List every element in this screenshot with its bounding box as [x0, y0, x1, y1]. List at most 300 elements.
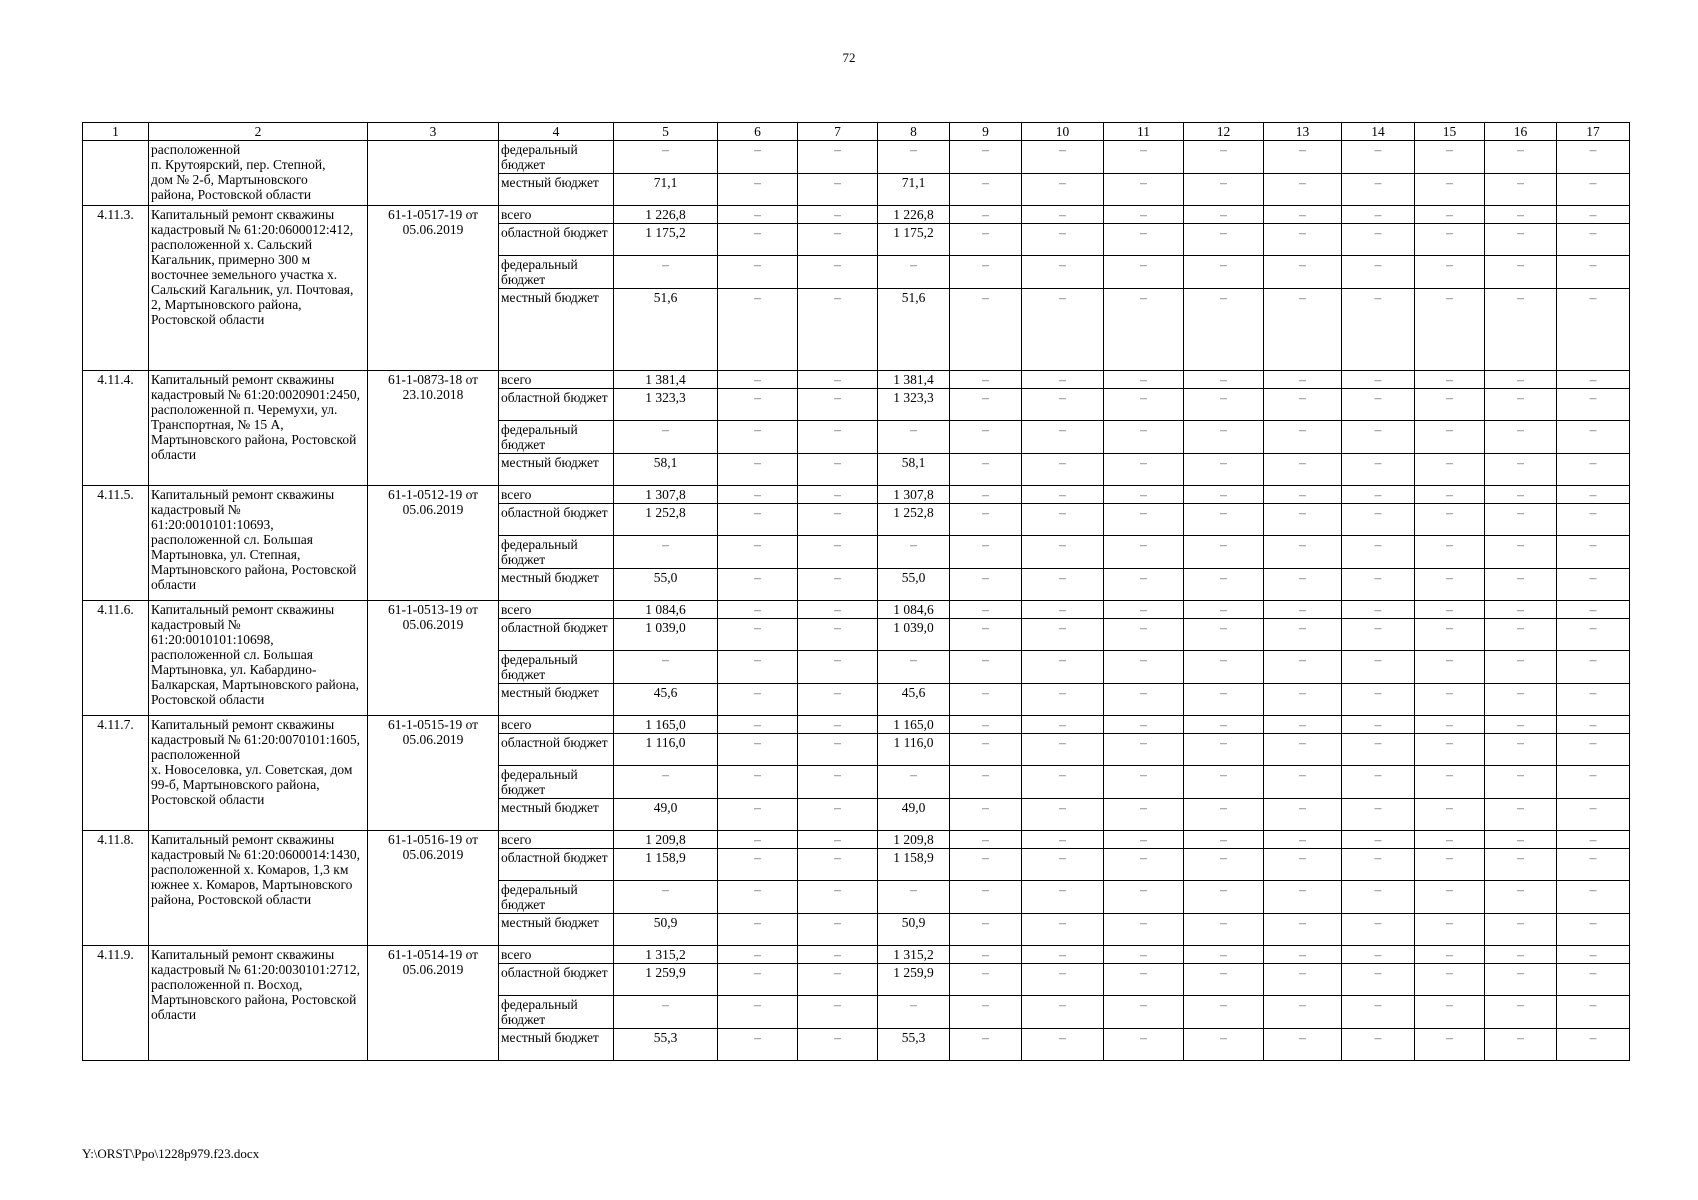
value-col-17: – — [1557, 964, 1630, 996]
funding-source: федеральный бюджет — [499, 141, 614, 174]
value-col-17: – — [1557, 619, 1630, 651]
value-col-5: 1 226,8 — [614, 206, 718, 224]
value-col-15: – — [1415, 174, 1485, 206]
item-description: Капитальный ремонт скважины кадастровый № 61:20:0070101:1605, расположенной х. Новоселовка, ул. Советская, дом 99-б, Мартыновского района, Ростовской области — [149, 716, 368, 831]
value-col-6: – — [718, 141, 798, 174]
value-col-9: – — [950, 206, 1022, 224]
value-col-17: – — [1557, 141, 1630, 174]
column-header-7: 7 — [798, 123, 878, 141]
column-header-6: 6 — [718, 123, 798, 141]
value-col-10: – — [1022, 504, 1104, 536]
value-col-6: – — [718, 389, 798, 421]
value-col-5: 58,1 — [614, 454, 718, 486]
value-col-9: – — [950, 996, 1022, 1029]
value-col-10: – — [1022, 684, 1104, 716]
value-col-15: – — [1415, 421, 1485, 454]
value-col-9: – — [950, 734, 1022, 766]
value-col-7: – — [798, 964, 878, 996]
column-header-2: 2 — [149, 123, 368, 141]
value-col-15: – — [1415, 766, 1485, 799]
value-col-15: – — [1415, 1029, 1485, 1061]
value-col-11: – — [1104, 371, 1184, 389]
column-header-13: 13 — [1264, 123, 1342, 141]
value-col-8: 1 381,4 — [878, 371, 950, 389]
value-col-14: – — [1342, 651, 1415, 684]
value-col-10: – — [1022, 141, 1104, 174]
value-col-12: – — [1184, 601, 1264, 619]
value-col-7: – — [798, 946, 878, 964]
value-col-13: – — [1264, 141, 1342, 174]
value-col-13: – — [1264, 206, 1342, 224]
funding-source: федеральный бюджет — [499, 881, 614, 914]
value-col-12: – — [1184, 569, 1264, 601]
value-col-13: – — [1264, 849, 1342, 881]
column-header-11: 11 — [1104, 123, 1184, 141]
value-col-12: – — [1184, 371, 1264, 389]
value-col-11: – — [1104, 1029, 1184, 1061]
value-col-12: – — [1184, 1029, 1264, 1061]
funding-source: местный бюджет — [499, 569, 614, 601]
value-col-14: – — [1342, 734, 1415, 766]
column-header-10: 10 — [1022, 123, 1104, 141]
value-col-11: – — [1104, 421, 1184, 454]
value-col-12: – — [1184, 946, 1264, 964]
value-col-5: 55,0 — [614, 569, 718, 601]
value-col-11: – — [1104, 206, 1184, 224]
value-col-7: – — [798, 651, 878, 684]
funding-source: областной бюджет — [499, 964, 614, 996]
value-col-6: – — [718, 734, 798, 766]
funding-source: местный бюджет — [499, 799, 614, 831]
value-col-16: – — [1485, 716, 1557, 734]
value-col-10: – — [1022, 996, 1104, 1029]
value-col-13: – — [1264, 486, 1342, 504]
value-col-13: – — [1264, 734, 1342, 766]
value-col-17: – — [1557, 996, 1630, 1029]
item-document: 61-1-0873-18 от 23.10.2018 — [368, 371, 499, 486]
value-col-17: – — [1557, 914, 1630, 946]
value-col-10: – — [1022, 421, 1104, 454]
value-col-13: – — [1264, 454, 1342, 486]
value-col-10: – — [1022, 174, 1104, 206]
value-col-14: – — [1342, 996, 1415, 1029]
value-col-13: – — [1264, 684, 1342, 716]
value-col-14: – — [1342, 389, 1415, 421]
value-col-11: – — [1104, 569, 1184, 601]
column-header-15: 15 — [1415, 123, 1485, 141]
value-col-10: – — [1022, 946, 1104, 964]
value-col-10: – — [1022, 601, 1104, 619]
value-col-7: – — [798, 256, 878, 289]
column-header-8: 8 — [878, 123, 950, 141]
value-col-14: – — [1342, 831, 1415, 849]
value-col-11: – — [1104, 141, 1184, 174]
value-col-17: – — [1557, 716, 1630, 734]
value-col-11: – — [1104, 174, 1184, 206]
value-col-8: – — [878, 996, 950, 1029]
value-col-9: – — [950, 684, 1022, 716]
value-col-9: – — [950, 849, 1022, 881]
value-col-17: – — [1557, 256, 1630, 289]
value-col-5: 1 259,9 — [614, 964, 718, 996]
value-col-5: 49,0 — [614, 799, 718, 831]
value-col-15: – — [1415, 536, 1485, 569]
value-col-14: – — [1342, 206, 1415, 224]
value-col-15: – — [1415, 684, 1485, 716]
value-col-8: – — [878, 651, 950, 684]
value-col-17: – — [1557, 536, 1630, 569]
value-col-15: – — [1415, 141, 1485, 174]
value-col-15: – — [1415, 454, 1485, 486]
value-col-11: – — [1104, 224, 1184, 256]
table-row — [83, 946, 1630, 964]
value-col-9: – — [950, 174, 1022, 206]
value-col-9: – — [950, 504, 1022, 536]
value-col-14: – — [1342, 569, 1415, 601]
item-description: Капитальный ремонт скважины кадастровый № 61:20:0010101:10698, расположенной сл. Большая Мартыновка, ул. Кабардино-Балкарская, Мартыновского района, Ростовской области — [149, 601, 368, 716]
value-col-15: – — [1415, 601, 1485, 619]
value-col-15: – — [1415, 486, 1485, 504]
value-col-15: – — [1415, 734, 1485, 766]
funding-source: федеральный бюджет — [499, 536, 614, 569]
funding-source: всего — [499, 946, 614, 964]
value-col-12: – — [1184, 486, 1264, 504]
value-col-8: 1 165,0 — [878, 716, 950, 734]
value-col-15: – — [1415, 206, 1485, 224]
value-col-9: – — [950, 799, 1022, 831]
value-col-7: – — [798, 601, 878, 619]
value-col-8: 55,3 — [878, 1029, 950, 1061]
funding-source: всего — [499, 371, 614, 389]
value-col-13: – — [1264, 716, 1342, 734]
value-col-17: – — [1557, 799, 1630, 831]
value-col-7: – — [798, 504, 878, 536]
value-col-12: – — [1184, 619, 1264, 651]
value-col-14: – — [1342, 619, 1415, 651]
value-col-13: – — [1264, 224, 1342, 256]
value-col-16: – — [1485, 256, 1557, 289]
value-col-6: – — [718, 421, 798, 454]
item-document — [368, 141, 499, 206]
value-col-17: – — [1557, 371, 1630, 389]
value-col-6: – — [718, 224, 798, 256]
value-col-6: – — [718, 289, 798, 371]
value-col-8: 50,9 — [878, 914, 950, 946]
value-col-5: 1 116,0 — [614, 734, 718, 766]
value-col-10: – — [1022, 206, 1104, 224]
value-col-13: – — [1264, 504, 1342, 536]
value-col-14: – — [1342, 799, 1415, 831]
value-col-8: 1 323,3 — [878, 389, 950, 421]
value-col-15: – — [1415, 914, 1485, 946]
value-col-14: – — [1342, 881, 1415, 914]
item-description: Капитальный ремонт скважины кадастровый № 61:20:0600012:412, расположенной х. Сальский Кагальник, примерно 300 м восточнее земельного участка х. Сальский Кагальник, ул. Почтовая, 2, Мартыновского района, Ростовской области — [149, 206, 368, 371]
value-col-9: – — [950, 141, 1022, 174]
funding-source: местный бюджет — [499, 684, 614, 716]
value-col-12: – — [1184, 454, 1264, 486]
item-document: 61-1-0516-19 от 05.06.2019 — [368, 831, 499, 946]
value-col-6: – — [718, 1029, 798, 1061]
funding-source: местный бюджет — [499, 914, 614, 946]
value-col-12: – — [1184, 716, 1264, 734]
value-col-12: – — [1184, 849, 1264, 881]
value-col-9: – — [950, 881, 1022, 914]
value-col-13: – — [1264, 371, 1342, 389]
value-col-9: – — [950, 1029, 1022, 1061]
funding-source: всего — [499, 831, 614, 849]
value-col-5: 1 039,0 — [614, 619, 718, 651]
value-col-5: 1 158,9 — [614, 849, 718, 881]
value-col-8: – — [878, 881, 950, 914]
column-header-16: 16 — [1485, 123, 1557, 141]
funding-source: областной бюджет — [499, 619, 614, 651]
funding-source: федеральный бюджет — [499, 996, 614, 1029]
value-col-10: – — [1022, 716, 1104, 734]
value-col-8: – — [878, 536, 950, 569]
value-col-16: – — [1485, 504, 1557, 536]
value-col-15: – — [1415, 569, 1485, 601]
funding-source: областной бюджет — [499, 224, 614, 256]
value-col-5: 1 165,0 — [614, 716, 718, 734]
funding-source: федеральный бюджет — [499, 421, 614, 454]
value-col-8: 1 116,0 — [878, 734, 950, 766]
value-col-15: – — [1415, 799, 1485, 831]
value-col-9: – — [950, 536, 1022, 569]
item-number: 4.11.6. — [83, 601, 149, 716]
value-col-16: – — [1485, 421, 1557, 454]
funding-source: областной бюджет — [499, 734, 614, 766]
value-col-13: – — [1264, 946, 1342, 964]
value-col-11: – — [1104, 454, 1184, 486]
value-col-10: – — [1022, 224, 1104, 256]
table-row — [83, 486, 1630, 504]
page-number: 72 — [842, 50, 856, 65]
value-col-12: – — [1184, 174, 1264, 206]
value-col-5: 1 084,6 — [614, 601, 718, 619]
funding-source: местный бюджет — [499, 1029, 614, 1061]
value-col-16: – — [1485, 454, 1557, 486]
value-col-14: – — [1342, 946, 1415, 964]
item-document: 61-1-0515-19 от 05.06.2019 — [368, 716, 499, 831]
value-col-7: – — [798, 536, 878, 569]
value-col-16: – — [1485, 946, 1557, 964]
value-col-16: – — [1485, 601, 1557, 619]
value-col-11: – — [1104, 799, 1184, 831]
value-col-6: – — [718, 206, 798, 224]
value-col-14: – — [1342, 256, 1415, 289]
value-col-9: – — [950, 256, 1022, 289]
funding-source: областной бюджет — [499, 389, 614, 421]
value-col-17: – — [1557, 504, 1630, 536]
value-col-10: – — [1022, 881, 1104, 914]
value-col-7: – — [798, 619, 878, 651]
column-header-5: 5 — [614, 123, 718, 141]
value-col-13: – — [1264, 799, 1342, 831]
value-col-10: – — [1022, 766, 1104, 799]
value-col-7: – — [798, 914, 878, 946]
value-col-14: – — [1342, 371, 1415, 389]
value-col-17: – — [1557, 766, 1630, 799]
value-col-16: – — [1485, 569, 1557, 601]
funding-source: федеральный бюджет — [499, 256, 614, 289]
value-col-9: – — [950, 601, 1022, 619]
value-col-13: – — [1264, 256, 1342, 289]
value-col-10: – — [1022, 371, 1104, 389]
value-col-7: – — [798, 716, 878, 734]
value-col-8: 55,0 — [878, 569, 950, 601]
column-header-3: 3 — [368, 123, 499, 141]
value-col-10: – — [1022, 389, 1104, 421]
value-col-12: – — [1184, 914, 1264, 946]
value-col-6: – — [718, 174, 798, 206]
value-col-5: – — [614, 256, 718, 289]
value-col-17: – — [1557, 881, 1630, 914]
value-col-6: – — [718, 486, 798, 504]
value-col-8: 58,1 — [878, 454, 950, 486]
value-col-10: – — [1022, 831, 1104, 849]
value-col-13: – — [1264, 766, 1342, 799]
value-col-14: – — [1342, 224, 1415, 256]
item-number — [83, 141, 149, 206]
value-col-16: – — [1485, 206, 1557, 224]
value-col-14: – — [1342, 716, 1415, 734]
value-col-9: – — [950, 454, 1022, 486]
value-col-7: – — [798, 569, 878, 601]
value-col-5: 1 323,3 — [614, 389, 718, 421]
header-row — [83, 123, 1630, 141]
value-col-12: – — [1184, 536, 1264, 569]
value-col-8: – — [878, 421, 950, 454]
value-col-9: – — [950, 569, 1022, 601]
value-col-16: – — [1485, 486, 1557, 504]
value-col-16: – — [1485, 766, 1557, 799]
value-col-12: – — [1184, 651, 1264, 684]
value-col-11: – — [1104, 684, 1184, 716]
funding-source: федеральный бюджет — [499, 651, 614, 684]
value-col-7: – — [798, 224, 878, 256]
value-col-9: – — [950, 389, 1022, 421]
value-col-15: – — [1415, 256, 1485, 289]
value-col-17: – — [1557, 486, 1630, 504]
value-col-12: – — [1184, 421, 1264, 454]
value-col-13: – — [1264, 996, 1342, 1029]
value-col-16: – — [1485, 881, 1557, 914]
table-row — [83, 831, 1630, 849]
value-col-9: – — [950, 289, 1022, 371]
value-col-12: – — [1184, 256, 1264, 289]
value-col-14: – — [1342, 421, 1415, 454]
value-col-13: – — [1264, 536, 1342, 569]
value-col-7: – — [798, 486, 878, 504]
value-col-16: – — [1485, 964, 1557, 996]
item-number: 4.11.5. — [83, 486, 149, 601]
table-row — [83, 371, 1630, 389]
value-col-10: – — [1022, 569, 1104, 601]
value-col-10: – — [1022, 454, 1104, 486]
value-col-5: 50,9 — [614, 914, 718, 946]
value-col-9: – — [950, 946, 1022, 964]
value-col-15: – — [1415, 289, 1485, 371]
value-col-5: – — [614, 766, 718, 799]
column-header-12: 12 — [1184, 123, 1264, 141]
value-col-17: – — [1557, 206, 1630, 224]
value-col-6: – — [718, 716, 798, 734]
item-document: 61-1-0513-19 от 05.06.2019 — [368, 601, 499, 716]
value-col-11: – — [1104, 914, 1184, 946]
value-col-5: – — [614, 141, 718, 174]
value-col-6: – — [718, 964, 798, 996]
value-col-17: – — [1557, 289, 1630, 371]
value-col-14: – — [1342, 174, 1415, 206]
value-col-16: – — [1485, 536, 1557, 569]
value-col-6: – — [718, 536, 798, 569]
item-number: 4.11.4. — [83, 371, 149, 486]
value-col-11: – — [1104, 716, 1184, 734]
value-col-12: – — [1184, 831, 1264, 849]
value-col-16: – — [1485, 174, 1557, 206]
value-col-5: – — [614, 651, 718, 684]
value-col-17: – — [1557, 651, 1630, 684]
value-col-8: 1 084,6 — [878, 601, 950, 619]
value-col-11: – — [1104, 996, 1184, 1029]
value-col-13: – — [1264, 569, 1342, 601]
value-col-16: – — [1485, 651, 1557, 684]
value-col-13: – — [1264, 831, 1342, 849]
value-col-8: – — [878, 141, 950, 174]
value-col-9: – — [950, 831, 1022, 849]
value-col-16: – — [1485, 619, 1557, 651]
item-description: Капитальный ремонт скважины кадастровый № 61:20:0600014:1430, расположенной х. Комаров, 1,3 км южнее х. Комаров, Мартыновского района, Ростовской области — [149, 831, 368, 946]
value-col-17: – — [1557, 831, 1630, 849]
value-col-7: – — [798, 206, 878, 224]
value-col-12: – — [1184, 141, 1264, 174]
item-number: 4.11.8. — [83, 831, 149, 946]
value-col-7: – — [798, 831, 878, 849]
value-col-6: – — [718, 881, 798, 914]
value-col-8: 1 315,2 — [878, 946, 950, 964]
value-col-9: – — [950, 766, 1022, 799]
value-col-10: – — [1022, 734, 1104, 766]
value-col-15: – — [1415, 619, 1485, 651]
value-col-7: – — [798, 881, 878, 914]
value-col-14: – — [1342, 684, 1415, 716]
value-col-15: – — [1415, 389, 1485, 421]
item-description: Капитальный ремонт скважины кадастровый № 61:20:0020901:2450, расположенной п. Черемухи, ул. Транспортная, № 15 А, Мартыновского района, Ростовской области — [149, 371, 368, 486]
value-col-9: – — [950, 964, 1022, 996]
value-col-6: – — [718, 914, 798, 946]
value-col-16: – — [1485, 389, 1557, 421]
value-col-11: – — [1104, 734, 1184, 766]
item-document: 61-1-0517-19 от 05.06.2019 — [368, 206, 499, 371]
value-col-13: – — [1264, 1029, 1342, 1061]
value-col-7: – — [798, 849, 878, 881]
item-document: 61-1-0512-19 от 05.06.2019 — [368, 486, 499, 601]
value-col-9: – — [950, 486, 1022, 504]
value-col-5: – — [614, 881, 718, 914]
funding-source: федеральный бюджет — [499, 766, 614, 799]
value-col-16: – — [1485, 996, 1557, 1029]
value-col-5: 1 175,2 — [614, 224, 718, 256]
value-col-14: – — [1342, 536, 1415, 569]
footer-file-path: Y:\ORST\Ppo\1228p979.f23.docx — [82, 1146, 260, 1161]
value-col-5: – — [614, 421, 718, 454]
value-col-8: 71,1 — [878, 174, 950, 206]
value-col-10: – — [1022, 651, 1104, 684]
value-col-13: – — [1264, 914, 1342, 946]
value-col-13: – — [1264, 881, 1342, 914]
value-col-17: – — [1557, 174, 1630, 206]
value-col-6: – — [718, 504, 798, 536]
